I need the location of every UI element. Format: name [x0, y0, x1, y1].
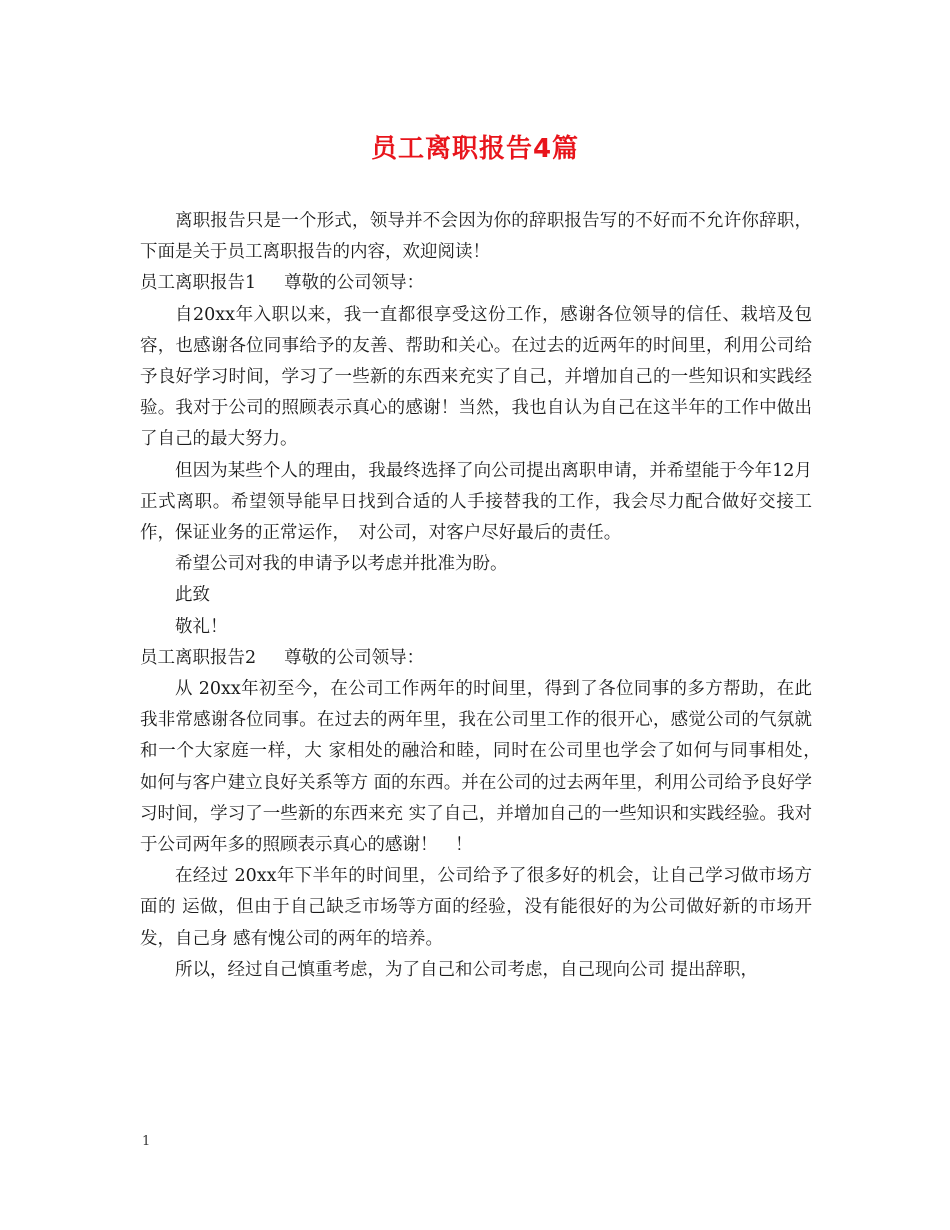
report2-salutation: 尊敬的公司领导： [284, 647, 425, 668]
document-title: 员工离职报告4篇 [370, 134, 580, 164]
report2-paragraph-1: 从 20xx年初至今，在公司工作两年的时间里，得到了各位同事的多方帮助，在此我非常感谢各位同事。在过去的两年里，我在公司里工作的很开心，感觉公司的气氛就和一个大家庭一样，大 家相处的融洽和睦，同时在公司里也学会了如何与同事相处， 如何与客户建立良好关系等方 面的东西。并在公司的过去两年里，利用公司给予良好学习时间，学习了一些新的东西来充 实了自己，并增加自己的一些知识和实践经验。我对于公司两年多的照顾表示真心的感谢！ ！ [140, 679, 830, 856]
report1-closing-2: 敬礼！ [175, 616, 228, 637]
report2-heading-line [140, 643, 812, 674]
report1-paragraph-3: 希望公司对我的申请予以考虑并批准为盼。 [175, 554, 508, 575]
report2-paragraph-3: 所以，经过自己慎重考虑，为了自己和公司考虑，自己现向公司 提出辞职， [175, 959, 759, 980]
report1-salutation: 尊敬的公司领导： [284, 273, 425, 294]
report1-heading-line [140, 268, 812, 299]
report2-paragraph-2: 在经过 20xx年下半年的时间里，公司给予了很多好的机会，让自己学习做市场方面的 运做，但由于自己缺乏市场等方面的经验，没有能很好的为公司做好新的市场开发，自己身 感有愧公司的两年的培养。 [140, 866, 812, 949]
document-body [140, 206, 830, 986]
report1-closing-1: 此致 [175, 585, 210, 606]
report1-paragraph-1: 自20xx年入职以来，我一直都很享受这份工作，感谢各位领导的信任、栽培及包容，也感谢各位同事给予的友善、帮助和关心。在过去的近两年的时间里，利用公司给予良好学习时间，学习了一些新的东西来充实了自己，并增加自己的一些知识和实践经验。我对于公司的照顾表示真心的感谢！当然，我也自认为自己在这半年的工作中做出了自己的最大努力。 [140, 304, 812, 450]
report2-heading: 员工离职报告2 [140, 647, 257, 668]
report1-paragraph-2: 但因为某些个人的理由，我最终选择了向公司提出离职申请，并希望能于今年12月正式离职。希望领导能早日找到合适的人手接替我的工作，我会尽力配合做好交接工作，保证业务的正常运作， 对公司，对客户尽好最后的责任。 [140, 460, 812, 544]
page-number: 1 [142, 1134, 151, 1149]
intro-paragraph: 离职报告只是一个形式，领导并不会因为你的辞职报告写的不好而不允许你辞职，下面是关于员工离职报告的内容，欢迎阅读！ [140, 211, 812, 263]
report1-heading: 员工离职报告1 [140, 273, 257, 294]
